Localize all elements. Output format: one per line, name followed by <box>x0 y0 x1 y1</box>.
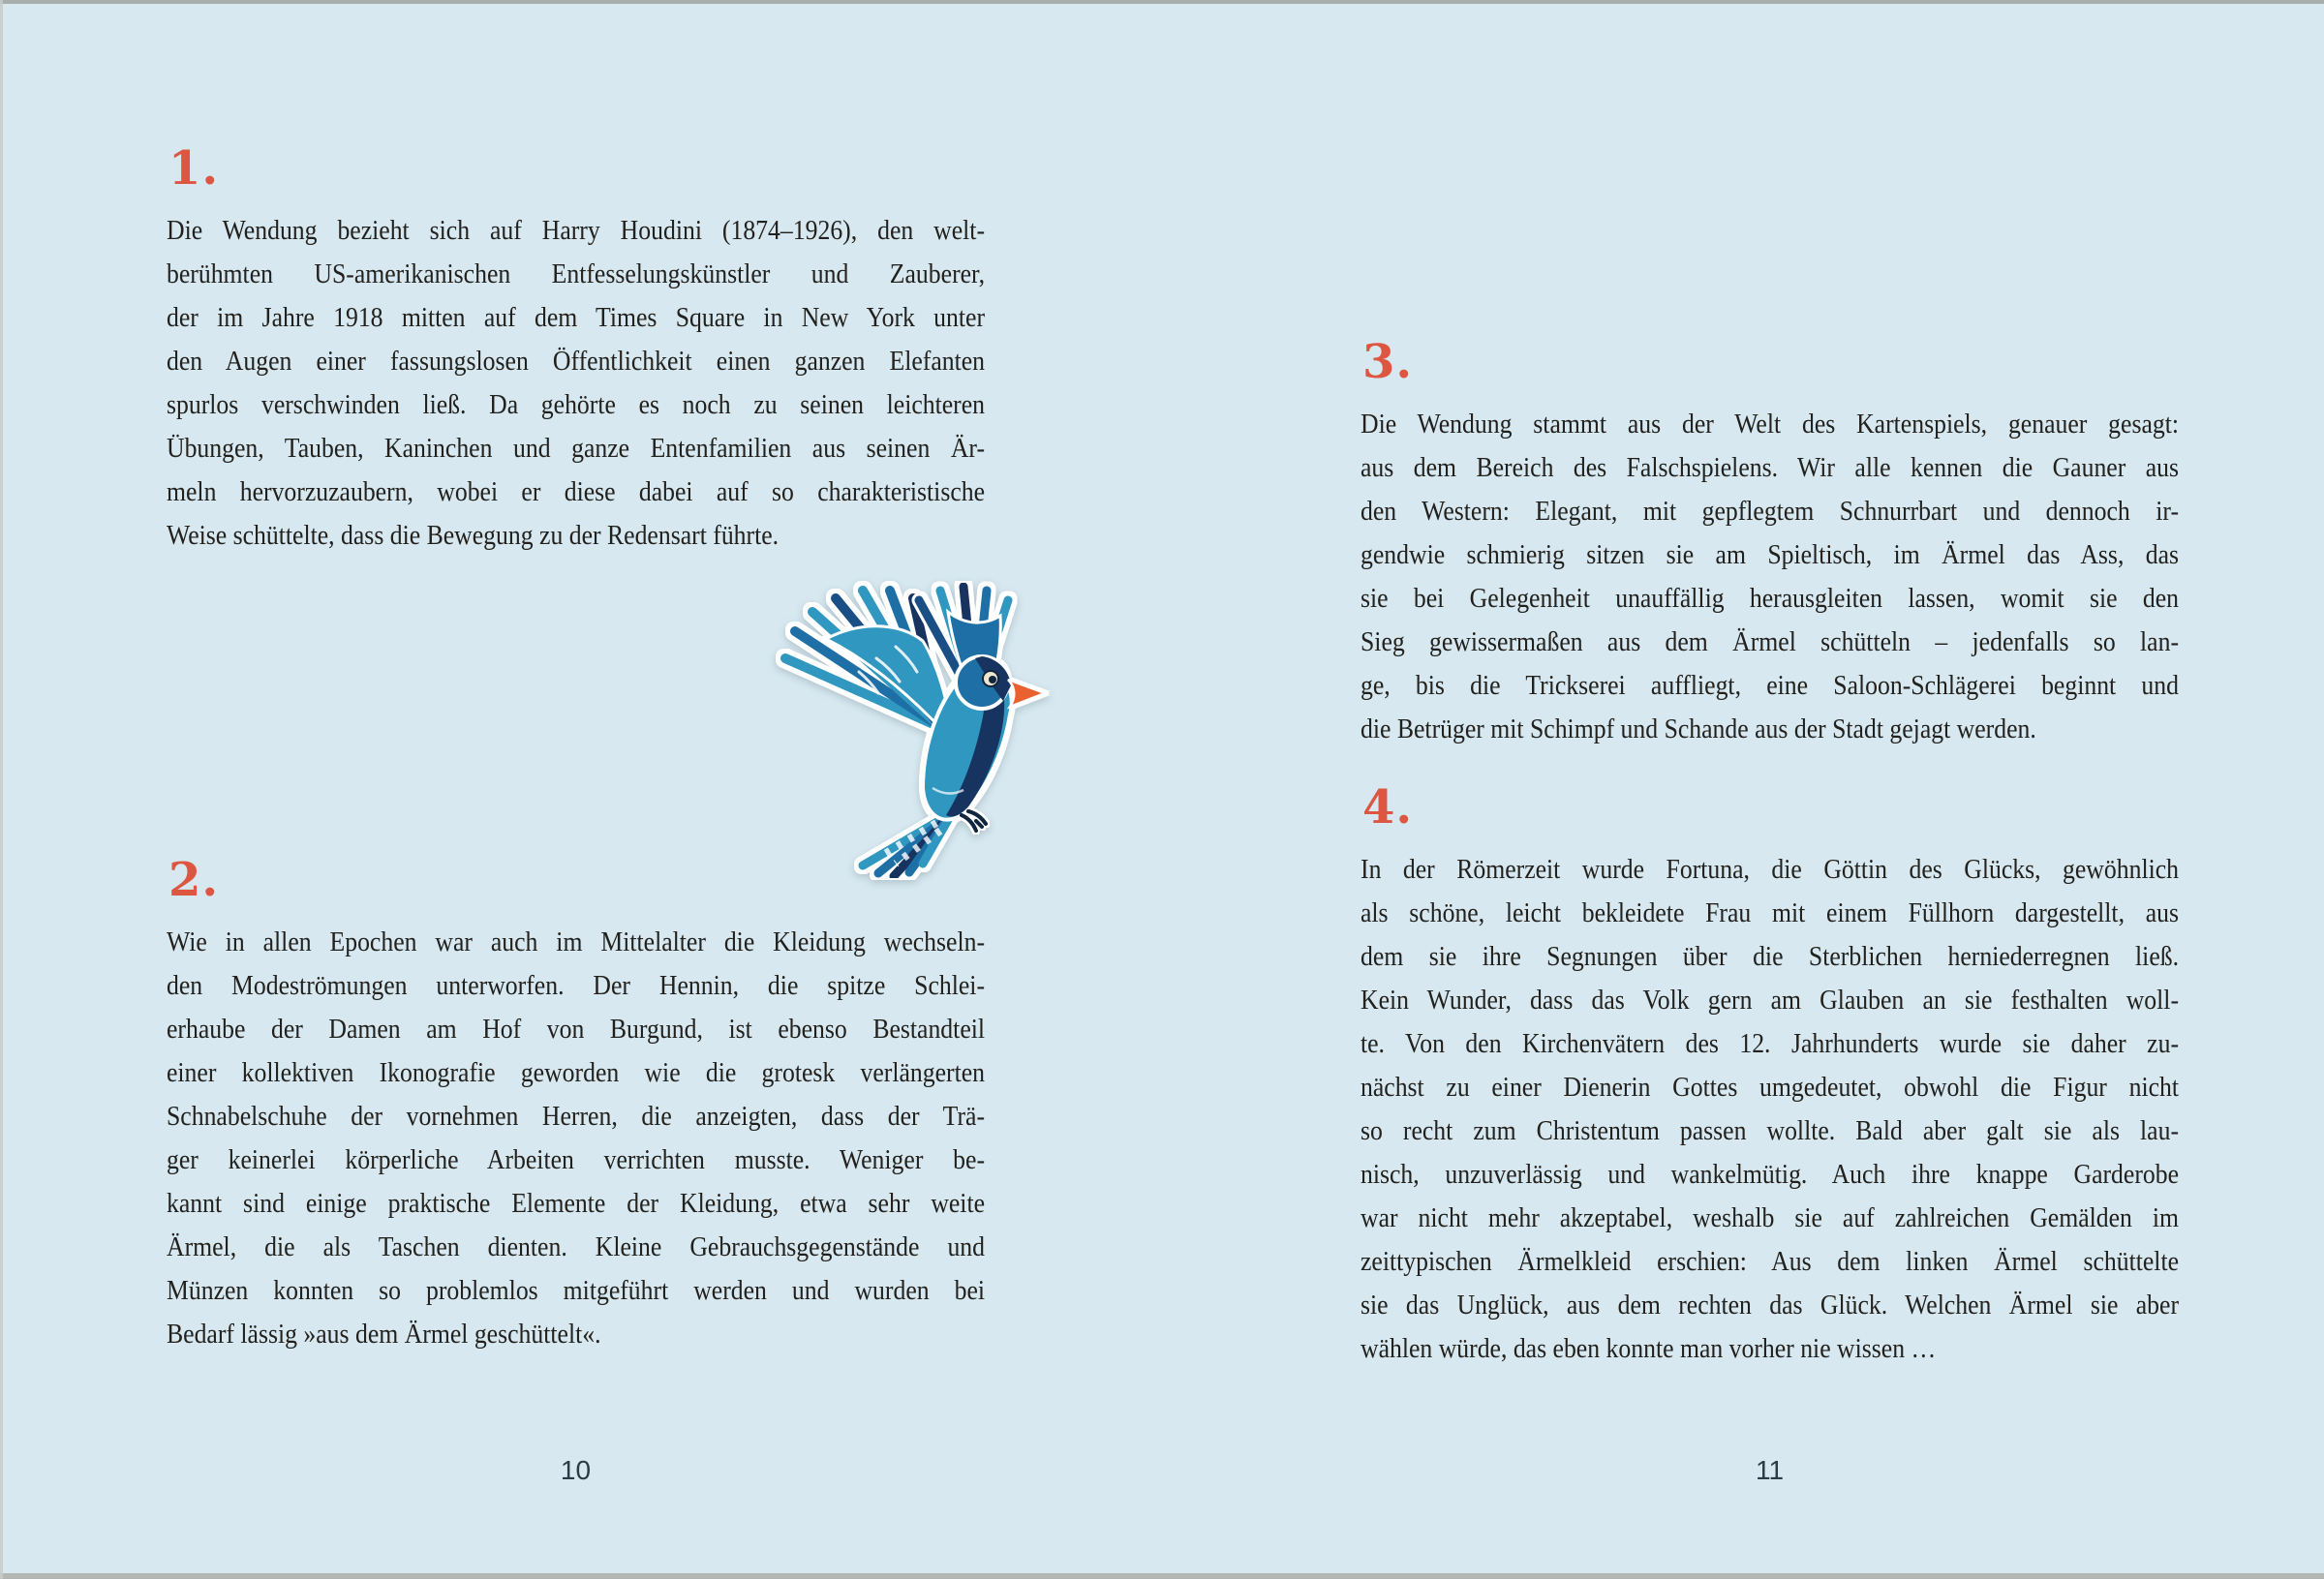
text-line: war nicht mehr akzeptabel, weshalb sie auf zahlreichen Gemälden im <box>1361 1203 2180 1233</box>
page-number-left: 10 <box>560 1455 592 1485</box>
page-number-right: 11 <box>1755 1455 1785 1485</box>
bird-head <box>956 656 1011 709</box>
entry-2-number: 2. <box>168 853 220 907</box>
text-line: ge, bis die Trickserei auffliegt, eine Saloon-Schlägerei beginnt und <box>1361 671 2180 701</box>
text-line: ger keinerlei körperliche Arbeiten verrichten musste. Weniger be- <box>167 1145 986 1175</box>
entry-1 <box>167 141 986 558</box>
text-line: gendwie schmierig sitzen sie am Spieltisch, im Ärmel das Ass, das <box>1361 540 2180 570</box>
entry-1-paragraph <box>167 209 985 558</box>
text-line: den Western: Elegant, mit gepflegtem Schnurrbart und dennoch ir- <box>1361 497 2180 527</box>
entry-2-paragraph <box>167 921 985 1356</box>
text-line: aus dem Bereich des Falschspielens. Wir alle kennen die Gauner aus <box>1361 453 2180 483</box>
entry-3 <box>1361 335 2180 751</box>
text-line: nächst zu einer Dienerin Gottes umgedeutet, obwohl die Figur nicht <box>1361 1073 2180 1103</box>
text-line: spurlos verschwinden ließ. Da gehörte es noch zu seinen leichteren <box>167 390 986 420</box>
text-line: sie bei Gelegenheit unauffällig herausgleiten lassen, womit sie den <box>1361 584 2180 614</box>
text-line: In der Römerzeit wurde Fortuna, die Göttin des Glücks, gewöhnlich <box>1361 855 2180 885</box>
entry-3-paragraph <box>1361 403 2179 751</box>
text-line: Wie in allen Epochen war auch im Mittelalter die Kleidung wechseln- <box>167 927 986 957</box>
scan-edge-top <box>0 0 2324 4</box>
text-line: berühmten US-amerikanischen Entfesselungskünstler und Zauberer, <box>167 259 986 289</box>
text-line: Übungen, Tauben, Kaninchen und ganze Entenfamilien aus seinen Är- <box>167 434 986 464</box>
text-line: te. Von den Kirchenvätern des 12. Jahrhunderts wurde sie daher zu- <box>1361 1029 2180 1059</box>
text-line: Weise schüttelte, dass die Bewegung zu der Redensart führte. <box>167 521 780 551</box>
text-line: einer kollektiven Ikonografie geworden wie die grotesk verlängerten <box>167 1058 986 1088</box>
text-line: Bedarf lässig »aus dem Ärmel geschüttelt«. <box>167 1320 601 1350</box>
scan-edge-bottom <box>0 1573 2324 1579</box>
scan-edge-left <box>0 0 3 1579</box>
text-line: Schnabelschuhe der vornehmen Herren, die anzeigten, dass der Trä- <box>167 1102 986 1132</box>
text-line: kannt sind einige praktische Elemente der Kleidung, etwa sehr weite <box>167 1189 986 1219</box>
text-line: der im Jahre 1918 mitten auf dem Times Square in New York unter <box>167 303 986 333</box>
page-right <box>1162 0 2324 1579</box>
text-line: meln hervorzuzaubern, wobei er diese dabei auf so charakteristische <box>167 477 986 507</box>
text-line: erhaube der Damen am Hof von Burgund, ist ebenso Bestandteil <box>167 1015 986 1045</box>
text-line: nisch, unzuverlässig und wankelmütig. Auch ihre knappe Garderobe <box>1361 1160 2180 1190</box>
text-line: Die Wendung stammt aus der Welt des Kartenspiels, genauer gesagt: <box>1361 410 2180 440</box>
bird-tail <box>863 813 952 876</box>
text-line: wählen würde, das eben konnte man vorher nie wissen … <box>1361 1334 1937 1364</box>
text-line: Kein Wunder, dass das Volk gern am Glauben an sie festhalten woll- <box>1361 986 2180 1016</box>
text-line: Münzen konnten so problemlos mitgeführt werden und wurden bei <box>167 1276 986 1306</box>
entry-2 <box>167 853 986 1356</box>
entry-1-number: 1. <box>168 141 220 196</box>
text-line: dem sie ihre Segnungen über die Sterblichen herniederregnen ließ. <box>1361 942 2180 972</box>
entry-4-number: 4. <box>1362 780 1414 835</box>
text-line: Sieg gewissermaßen aus dem Ärmel schütteln – jedenfalls so lan- <box>1361 627 2180 657</box>
blue-dove-illustration <box>770 583 1051 878</box>
text-line: den Augen einer fassungslosen Öffentlichkeit einen ganzen Elefanten <box>167 347 986 377</box>
bird-beak <box>1008 680 1045 707</box>
entry-3-number: 3. <box>1362 335 1414 389</box>
entry-4 <box>1361 780 2180 1371</box>
entry-4-paragraph <box>1361 848 2179 1371</box>
text-line: die Betrüger mit Schimpf und Schande aus der Stadt gejagt werden. <box>1361 714 2036 744</box>
text-line: Die Wendung bezieht sich auf Harry Houdini (1874–1926), den welt- <box>167 216 986 246</box>
text-line: Ärmel, die als Taschen dienten. Kleine Gebrauchsgegenstände und <box>167 1232 986 1262</box>
text-line: sie das Unglück, aus dem rechten das Glück. Welchen Ärmel sie aber <box>1361 1291 2180 1321</box>
text-line: den Modeströmungen unterworfen. Der Hennin, die spitze Schlei- <box>167 971 986 1001</box>
text-line: so recht zum Christentum passen wollte. Bald aber galt sie als lau- <box>1361 1116 2180 1146</box>
text-line: als schöne, leicht bekleidete Frau mit einem Füllhorn dargestellt, aus <box>1361 898 2180 928</box>
text-line: zeittypischen Ärmelkleid erschien: Aus dem linken Ärmel schüttelte <box>1361 1247 2180 1277</box>
